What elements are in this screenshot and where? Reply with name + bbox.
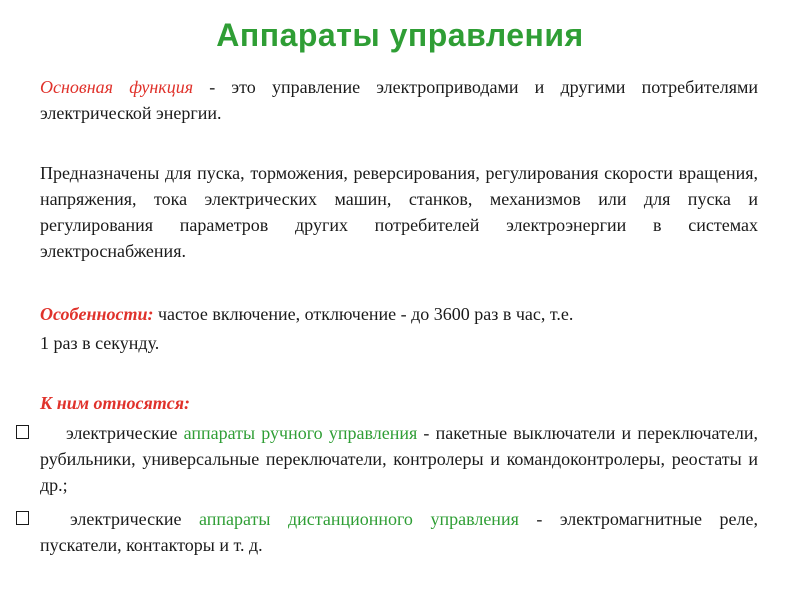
main-function-term: Основная функция [40, 77, 194, 97]
list-heading-text: К ним относятся: [40, 393, 191, 413]
bullet-item-remote [40, 506, 758, 558]
main-function-paragraph [40, 74, 758, 126]
page-title: Аппараты управления [216, 17, 584, 53]
bullet-highlight: аппараты ручного управления [183, 423, 418, 443]
features-line-2: 1 раз в секунду. [40, 333, 160, 353]
bullet-box-icon [16, 511, 29, 525]
features-line [40, 301, 758, 327]
bullet-rest: - электромагнитные реле, пускатели, контакторы и т. д. [40, 509, 758, 555]
bullet-lead: электрические [66, 423, 184, 443]
features-term: Особенности: [40, 304, 154, 324]
features-text: частое включение, отключение - до 3600 раз в час, т.е. [153, 304, 574, 324]
bullet-highlight: аппараты дистанционного управления [198, 509, 519, 529]
bullet-rest: - пакетные выключатели и переключатели, рубильники, универсальные переключатели, контролеры и командоконтролеры, реостаты и др.; [40, 423, 758, 495]
purpose-paragraph: Предназначены для пуска, торможения, реверсирования, регулирования скорости вращения, напряжения, тока электрических машин, станков, механизмов или для пуска и регулирования параметров других потребителей электроэнергии в системах электроснабжения. [40, 163, 758, 261]
bullet-lead: электрические [70, 509, 199, 529]
bullet-item-manual [40, 420, 758, 498]
main-function-text: - это управление электроприводами и другими потребителями электрической энергии. [40, 77, 758, 123]
bullet-box-icon [16, 425, 29, 439]
list-heading [40, 390, 758, 416]
